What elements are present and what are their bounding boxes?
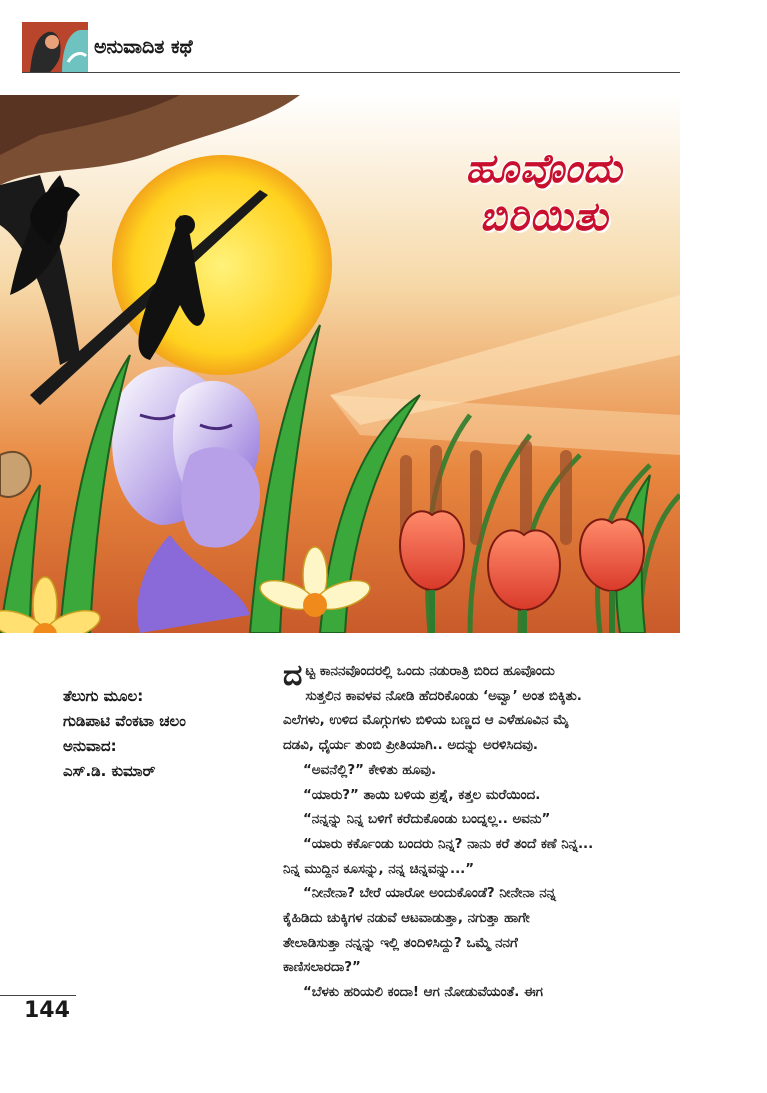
story-line: ಕೈಹಿಡಿದು ಚುಕ್ಕಿಗಳ ನಡುವೆ ಆಟವಾಡುತ್ತಾ, ನಗುತ್ತಾ ಹಾಗೇ <box>283 911 530 927</box>
header-divider <box>22 72 680 73</box>
illustration-title-line2: ಬಿರಿಯಿತು <box>479 194 609 240</box>
illustration-title-line1: ಹೂವೊಂದು <box>465 146 623 192</box>
story-line: “ನೀನೇನಾ? ಬೇರೆ ಯಾರೋ ಅಂದುಕೊಂಡೆ? ನೀನೇನಾ ನನ್ನ <box>303 886 556 902</box>
translator-name: ಎಸ್.ಡಿ. ಕುಮಾರ್ <box>63 762 156 780</box>
story-line: ದಡವಿ, ಧೈರ್ಯ ತುಂಬಿ ಪ್ರೀತಿಯಾಗಿ.. ಅದನ್ನು ಅರಳಿಸಿದವು. <box>283 738 538 754</box>
story-line: “ಬೆಳಕು ಹರಿಯಲಿ ಕಂದಾ! ಆಗ ನೋಡುವೆಯಂತೆ. ಈಗ <box>303 985 543 1001</box>
story-illustration <box>0 95 680 633</box>
magazine-logo-icon <box>22 22 88 72</box>
story-dropcap: ದ <box>283 658 303 693</box>
story-credits <box>63 684 273 784</box>
story-line: ತೇಲಾಡಿಸುತ್ತಾ ನನ್ನನ್ನು ಇಲ್ಲಿ ತಂದಿಳಿಸಿದ್ದು? ಒಮ್ಮೆ ನನಗೆ <box>283 935 518 951</box>
story-line: “ನನ್ನನ್ನು ನಿನ್ನ ಬಳಿಗೆ ಕರೆದುಕೊಂಡು ಬಂದ್ನಲ್ಲ.. ಅವನು” <box>303 812 551 828</box>
source-author: ಗುಡಿಪಾಟಿ ವೆಂಕಟಾ ಚಲಂ <box>63 712 186 730</box>
story-line: ನಿನ್ನ ಮುದ್ದಿನ ಕೂಸನ್ನು, ನನ್ನ ಚಿನ್ನವನ್ನು...” <box>283 861 475 877</box>
page-number: 144 <box>24 998 70 1023</box>
story-line: “ಯಾರು?” ತಾಯಿ ಬಳಿಯ ಪ್ರಶ್ನೆ, ಕತ್ತಲ ಮರೆಯಿಂದ. <box>303 787 541 803</box>
source-label: ತೆಲುಗು ಮೂಲ: <box>63 687 144 705</box>
section-title: ಅನುವಾದಿತ ಕಥೆ <box>94 36 193 58</box>
page-header <box>22 22 680 72</box>
story-line: ಕಾಣಿಸಲಾರದಾ?” <box>283 960 361 976</box>
footer-divider <box>0 995 76 996</box>
story-line: ಎಲೆಗಳು, ಉಳಿದ ಮೊಗ್ಗುಗಳು ಬಿಳಿಯ ಬಣ್ಣದ ಆ ಎಳೆಹೂವಿನ ಮೈ <box>283 713 569 729</box>
story-line: ಸುತ್ತಲಿನ ಕಾವಳವ ನೋಡಿ ಹೆದರಿಕೊಂಡು ‘ಅವ್ವಾ’ ಅಂತ ಬಿಕ್ಕಿತು. <box>305 688 582 704</box>
story-line: “ಯಾರು ಕರ್ಕೊಂಡು ಬಂದರು ನಿನ್ನ? ನಾನು ಕರೆ ತಂದೆ ಕಣೆ ನಿನ್ನ... <box>303 836 594 852</box>
story-line: “ಅವನೆಲ್ಲಿ?” ಕೇಳಿತು ಹೂವು. <box>303 762 437 778</box>
translation-label: ಅನುವಾದ: <box>63 737 117 755</box>
story-line: ಟ್ಟ ಕಾನನವೊಂದರಲ್ಲಿ ಒಂದು ನಡುರಾತ್ರಿ ಬಿರಿದ ಹೂವೊಂದು <box>305 664 555 679</box>
illustration-title <box>424 145 664 241</box>
story-body <box>283 660 683 1006</box>
